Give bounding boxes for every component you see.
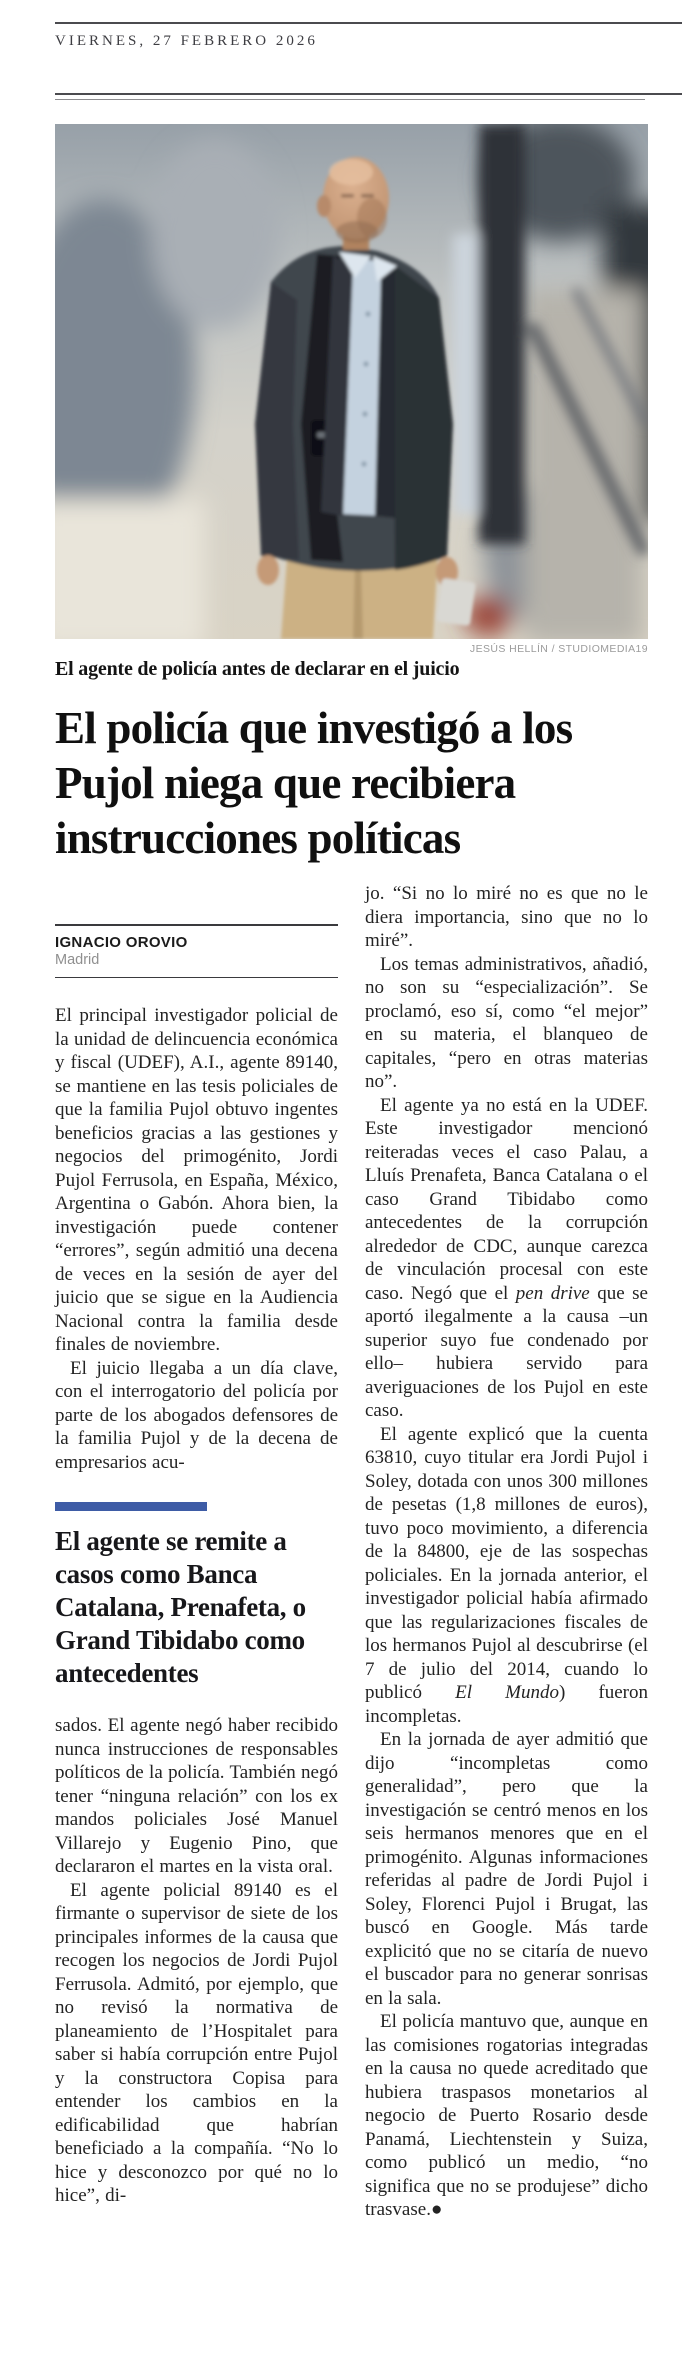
byline-block (55, 924, 338, 978)
article-body (55, 882, 648, 2222)
pull-quote-text: El agente se remite a casos como Banca Catalana, Prenafeta, o Grand Tibidabo como antecedentes (55, 1526, 306, 1688)
paragraph: El principal investigador policial de la unidad de delincuencia económica y fiscal (UDEF), A.I., agente 89140, se mantiene en las tesis policiales de que la familia Pujol obtuvo ingentes beneficios gracias a las gestiones y negocios del primogénito, Jordi Pujol Ferrusola, en España, México, Argentina o Gabón. Ahora bien, la investigación puede contener “errores”, según admitió una decena de veces en la sesión de ayer del juicio que se sigue en la Audiencia Nacional contra la familia desde finales de noviembre. (55, 1005, 338, 1355)
divider-rule-heavy (55, 93, 682, 95)
photo-credit: JESÚS HELLÍN / STUDIOMEDIA19 (469, 643, 648, 655)
paragraph: El agente explicó que la cuenta 63810, cuyo titular era Jordi Pujol i Soley, dotada con unos 300 millones de pesetas (1,8 millones de euros), tuvo poco movimiento, a diferencia de la 84800, eje de las sospechas policiales. En la jornada anterior, el investigador policial había afirmado que las regularizaciones fiscales de los hermanos Pujol al descubrirse (el 7 de julio del 2014, cuando lo publicó El Mundo) fueron incompletas. (365, 1423, 649, 1727)
paragraph: sados. El agente negó haber recibido nunca instrucciones de responsables políticos de la policía. También negó tener “ninguna relación” con los ex mandos policiales José Manuel Villarejo y Eugenio Pino, que declararon el martes en la vista oral. (55, 1715, 338, 1877)
top-rule (55, 22, 682, 24)
divider-rule-thin (55, 99, 645, 100)
paragraph: jo. “Si no lo miré no es que no le diera importancia, sino que no lo miré”. (365, 883, 648, 951)
paragraph: El agente ya no está en la UDEF. Este investigador mencionó reiteradas veces el caso Palau, a Lluís Prenafeta, Banca Catalana o el caso Grand Tibidabo como antecedentes de la corrupción alrededor de CDC, aunque carezca de vinculación procesal con este caso. Negó que el pen drive que se aportó ilegalmente a la causa –un superior suyo fue condenado por ello– hubiera servido para averiguaciones de los Pujol en este caso. (365, 1094, 648, 1421)
pull-quote-accent-bar (55, 1502, 207, 1511)
paragraph: En la jornada de ayer admitió que dijo “incompletas como generalidad”, pero que la investigación se centró menos en los seis hermanos menores que en el primogénito. Algunas informaciones referidas al padre de Jordi Pujol i Soley, Florenci Pujol i Brugat, las buscó en Google. Más tarde explicitó que no se citaría de nuevo el buscador para no generar sonrisas en la sala. (365, 1729, 648, 2009)
paragraph: El policía mantuvo que, aunque en las comisiones rogatorias integradas en la causa no quede acreditado que hubiera traspasos monetarios al negocio de Puerto Rosario desde Panamá, Liechtenstein y Suiza, como publicó un medio, “no significa que no se produjese” dicho trasvase.● (365, 2011, 648, 2220)
paragraph: El agente policial 89140 es el firmante o supervisor de siete de los principales informes de la causa que recogen los negocios de Jordi Pujol Ferrusola. Admitó, por ejemplo, que no revisó la normativa de planeamiento de l’Hospitalet para saber si había corrupción entre Pujol y la constructora Copisa para entender los cambios en la edificabilidad que habrían beneficiado a la compañía. “No lo hice y desconozco por qué no lo hice”, di- (55, 1879, 338, 2206)
headline: El policía que investigó a los Pujol niega que recibiera instrucciones políticas (55, 703, 573, 863)
article-photo (55, 124, 648, 639)
paragraph: El juicio llegaba a un día clave, con el interrogatorio del policía por parte de los abogados defensores de la familia Pujol y de la decena de empresarios acu- (55, 1357, 338, 1473)
date-bar (0, 22, 682, 100)
byline-location: Madrid (55, 952, 100, 968)
article-photo-figure (55, 124, 648, 681)
column-right (365, 882, 648, 2222)
paragraph: Los temas administrativos, añadió, no son su “especialización”. Se proclamó, eso sí, como “el mejor” en su materia, el blanqueo de capitales, “pero en otras materias no”. (365, 953, 648, 1092)
pull-quote (55, 1502, 338, 1690)
photo-caption: El agente de policía antes de declarar en el juicio (55, 658, 460, 680)
edition-date: VIERNES, 27 FEBRERO 2026 (55, 33, 318, 49)
column-left (55, 882, 338, 2222)
byline-author: IGNACIO OROVIO (55, 934, 188, 951)
